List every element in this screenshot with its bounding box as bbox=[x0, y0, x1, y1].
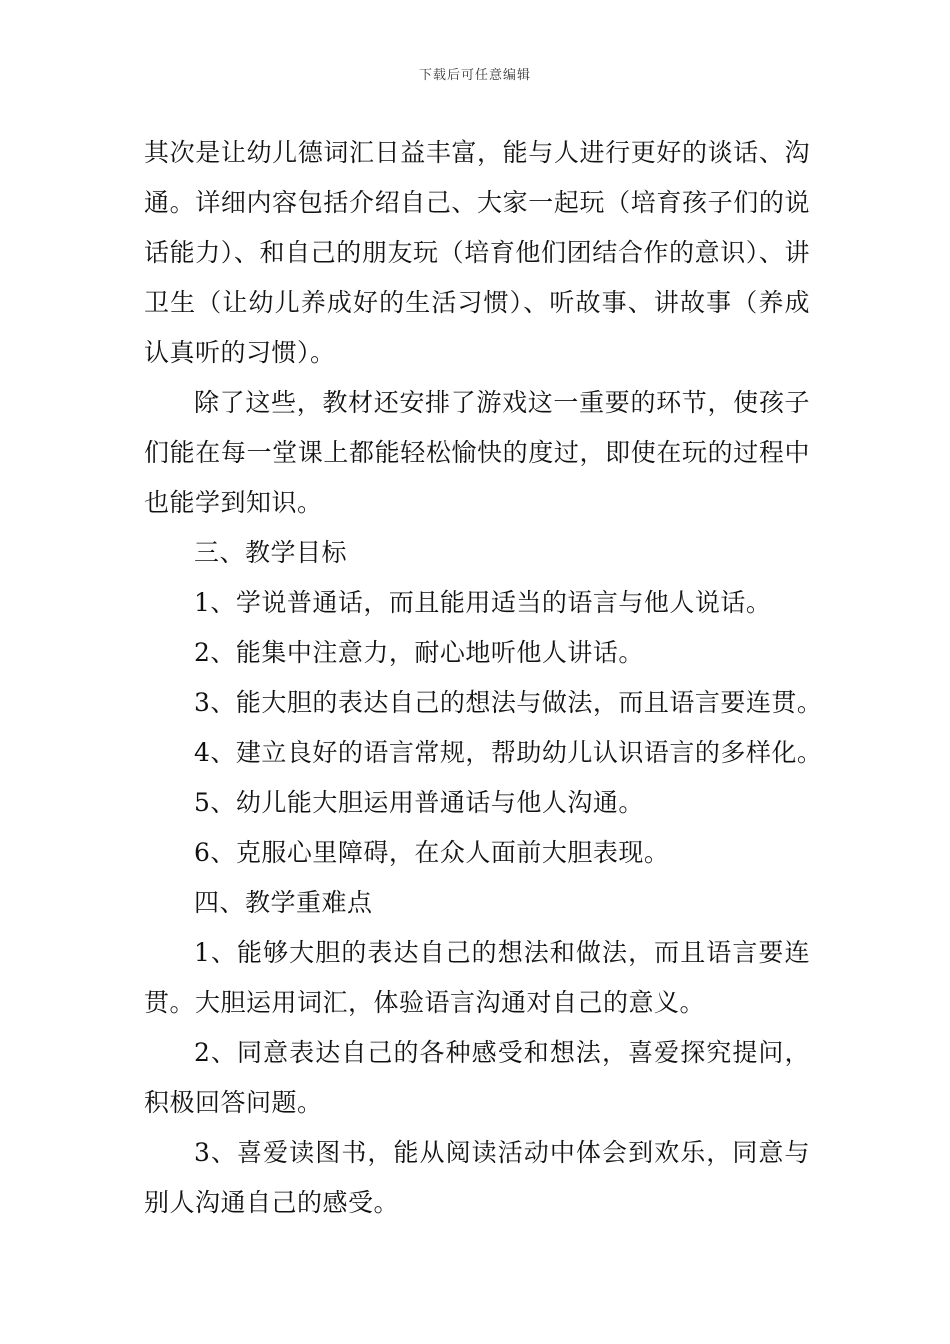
page-header: 下载后可任意编辑 bbox=[418, 68, 531, 83]
goal-item-3: 3、能大胆的表达自己的想法与做法，而且语言要连贯。 bbox=[194, 688, 823, 717]
key-point-item-1: 1、能够大胆的表达自己的想法和做法，而且语言要连贯。大胆运用词汇，体验语言沟通对自己的意义。 bbox=[144, 938, 810, 1017]
key-point-item-3: 3、喜爱读图书，能从阅读活动中体会到欢乐，同意与别人沟通自己的感受。 bbox=[144, 1138, 810, 1217]
section-heading-teaching-goals: 三、教学目标 bbox=[194, 538, 348, 567]
paragraph-1: 其次是让幼儿德词汇日益丰富，能与人进行更好的谈话、沟通。详细内容包括介绍自己、大家一起玩（培育孩子们的说话能力）、和自己的朋友玩（培育他们团结合作的意识）、讲卫生（让幼儿养成好的生活习惯）、听故事、讲故事（养成认真听的习惯）。 bbox=[144, 138, 810, 367]
goal-item-4: 4、建立良好的语言常规，帮助幼儿认识语言的多样化。 bbox=[194, 738, 823, 767]
goal-item-2: 2、能集中注意力，耐心地听他人讲话。 bbox=[194, 638, 644, 667]
key-point-item-2: 2、同意表达自己的各种感受和想法，喜爱探究提问，积极回答问题。 bbox=[144, 1038, 810, 1117]
goal-item-5: 5、幼儿能大胆运用普通话与他人沟通。 bbox=[194, 788, 644, 817]
document-body bbox=[144, 128, 823, 1228]
paragraph-2: 除了这些，教材还安排了游戏这一重要的环节，使孩子们能在每一堂课上都能轻松愉快的度过，即使在玩的过程中也能学到知识。 bbox=[144, 388, 810, 517]
section-heading-key-points: 四、教学重难点 bbox=[194, 888, 373, 917]
goal-item-1: 1、学说普通话，而且能用适当的语言与他人说话。 bbox=[194, 588, 772, 617]
goal-item-6: 6、克服心里障碍，在众人面前大胆表现。 bbox=[194, 838, 670, 867]
